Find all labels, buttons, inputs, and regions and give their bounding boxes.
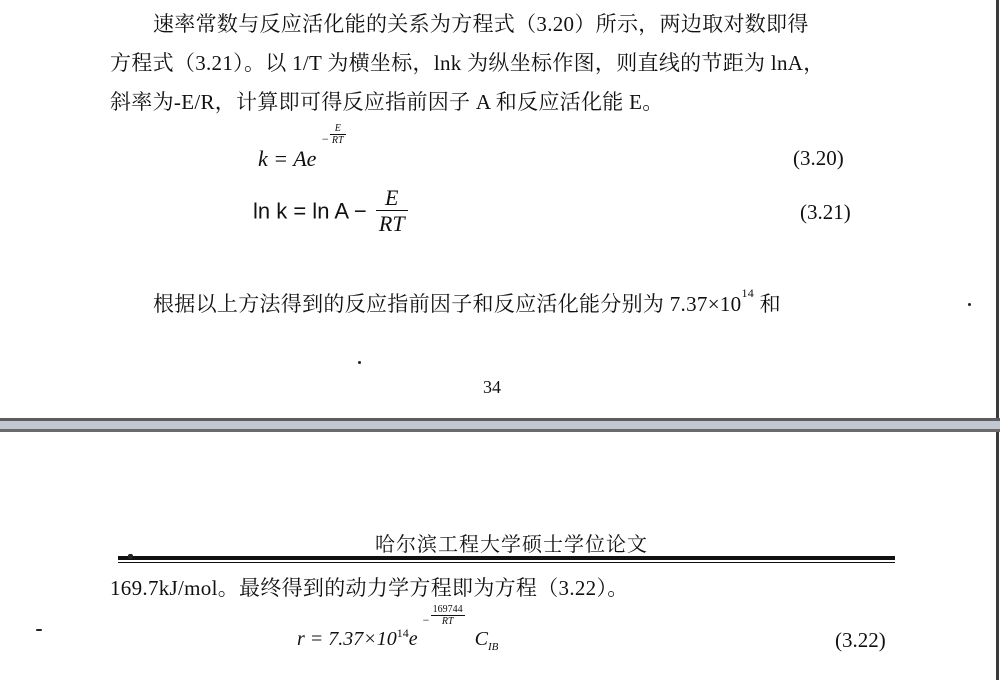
paragraph-line-3: 斜率为-E/R，计算即可得反应指前因子 A 和反应活化能 E。 (110, 90, 664, 114)
equation-3-22-subscript: IB (488, 641, 499, 653)
paragraph-line-4 (153, 288, 781, 318)
equation-3-20 (258, 123, 352, 172)
line-4-tail: 和 (754, 292, 781, 316)
exponent-numerator: E (330, 123, 346, 135)
equation-3-22-lhs: r = 7.37×10 (297, 628, 397, 650)
line-4-text: 根据以上方法得到的反应指前因子和反应活化能分别为 7.37×10 (153, 292, 742, 316)
equation-number-3-22: (3.22) (835, 628, 886, 652)
exponent-denominator: RT (331, 135, 344, 146)
equation-number-3-20: (3.20) (793, 146, 844, 170)
header-rule-thin (118, 562, 895, 563)
page-number: 34 (483, 377, 501, 397)
equation-3-22-superscript: 14 (396, 626, 409, 640)
exponent-minus: − (321, 132, 329, 146)
scan-speck (36, 629, 42, 631)
page-separator (0, 418, 1000, 432)
exponent-fraction (431, 604, 465, 627)
equation-3-21 (253, 186, 408, 237)
equation-3-20-lhs: k = Ae (258, 146, 317, 171)
equation-3-22 (297, 604, 499, 653)
header-rule-thick (118, 556, 895, 560)
equation-number-3-21: (3.21) (800, 200, 851, 224)
paragraph-line-2: 方程式（3.21）。以 1/T 为横坐标，lnk 为纵坐标作图，则直线的节距为 lnA， (110, 51, 825, 75)
exponent-numerator: 169744 (432, 604, 463, 615)
scan-speck (128, 554, 133, 559)
fraction-numerator: E (376, 186, 408, 211)
equation-3-22-c: C (474, 628, 489, 650)
equation-3-21-lhs: ln k = ln A − (253, 198, 367, 224)
equation-3-22-e: e (408, 628, 418, 650)
fraction-denominator: RT (378, 211, 405, 236)
paragraph-line-1: 速率常数与反应活化能的关系为方程式（3.20）所示，两边取对数即得 (153, 12, 809, 36)
scan-speck (358, 361, 361, 364)
exponent-minus: − (422, 613, 430, 627)
exponent-fraction (330, 123, 346, 146)
line-4-superscript: 14 (741, 286, 755, 300)
equation-3-21-fraction (376, 186, 408, 237)
paragraph-line-5: 169.7kJ/mol。最终得到的动力学方程即为方程（3.22）。 (110, 576, 629, 600)
scan-speck (968, 303, 971, 306)
running-header: 哈尔滨工程大学硕士学位论文 (375, 534, 648, 556)
exponent-denominator: RT (441, 616, 454, 627)
